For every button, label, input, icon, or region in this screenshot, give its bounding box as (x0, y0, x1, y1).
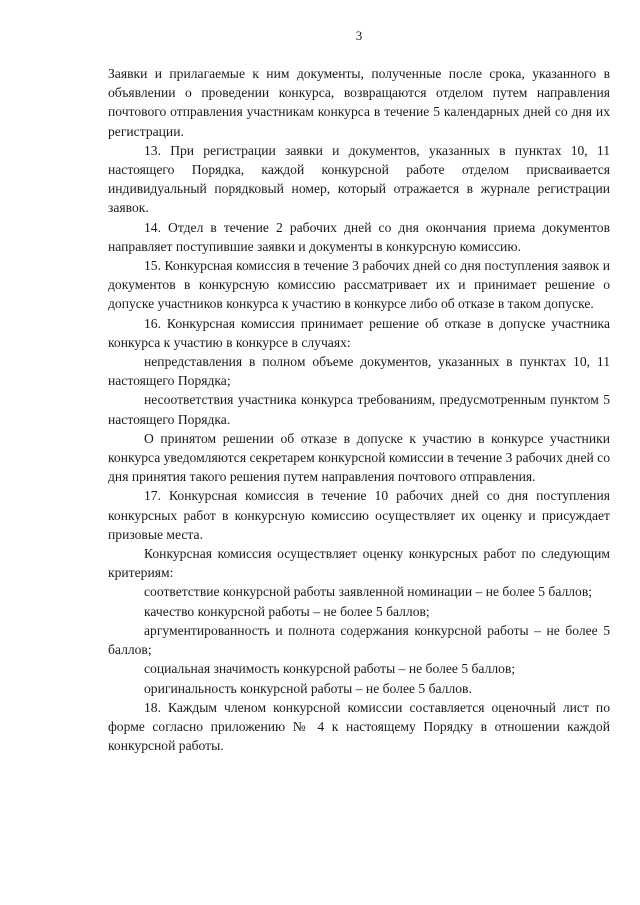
paragraph-16-case-2: несоответствия участника конкурса требованиям, предусмотренным пунктом 5 настоящего Порядка. (108, 392, 610, 427)
paragraph-13: 13. При регистрации заявки и документов, указанных в пунктах 10, 11 настоящего Порядка, каждой конкурсной работе отделом присваивается индивидуальный порядковый номер, который отражается в журнале регистрации заявок. (108, 142, 610, 216)
criterion-nomination: соответствие конкурсной работы заявленной номинации – не более 5 баллов; (144, 584, 593, 600)
paragraph-15: 15. Конкурсная комиссия в течение 3 рабочих дней со дня поступления заявок и документов в конкурсную комиссию рассматривает их и принимает решение о допуске участников конкурса к участию в конкурсе либо об отказе в таком допуске. (108, 258, 610, 312)
paragraph-16-notification: О принятом решении об отказе в допуске к участию в конкурсе участники конкурса уведомляются секретарем конкурсной комиссии в течение 3 рабочих дней со дня принятия такого решения путем направления почтового отправления. (108, 430, 610, 485)
paragraph-16: 16. Конкурсная комиссия принимает решение об отказе в допуске участника конкурса к участию в конкурсе в случаях: (108, 315, 610, 350)
criterion-quality: качество конкурсной работы – не более 5 баллов; (144, 603, 430, 619)
paragraph-17: 17. Конкурсная комиссия в течение 10 рабочих дней со дня поступления конкурсных работ в конкурсную комиссию осуществляет их оценку и присуждает призовые места. (108, 488, 610, 542)
paragraph-16-case-1: непредставления в полном объеме документов, указанных в пунктах 10, 11 настоящего Порядка; (108, 354, 610, 389)
criterion-argumentation: аргументированность и полнота содержания конкурсной работы – не более 5 баллов; (108, 622, 610, 658)
paragraph-late-applications: Заявки и прилагаемые к ним документы, полученные после срока, указанного в объявлении о проведении конкурса, возвращаются отделом путем направления почтового отправления участникам конкурса в течение 5 календарных дней со дня их регистрации. (108, 66, 610, 139)
paragraph-17-criteria-intro: Конкурсная комиссия осуществляет оценку конкурсных работ по следующим критериям: (108, 546, 610, 581)
paragraph-14: 14. Отдел в течение 2 рабочих дней со дня окончания приема документов направляет поступившие заявки и документы в конкурсную комиссию. (108, 219, 610, 254)
paragraph-18: 18. Каждым членом конкурсной комиссии составляется оценочный лист по форме согласно приложению № 4 к настоящему Порядку в отношении каждой конкурсной работы. (108, 699, 610, 754)
criterion-originality: оригинальность конкурсной работы – не более 5 баллов. (144, 680, 472, 696)
page-number: 3 (355, 28, 363, 43)
criterion-social-significance: социальная значимость конкурсной работы – не более 5 баллов; (144, 661, 516, 677)
